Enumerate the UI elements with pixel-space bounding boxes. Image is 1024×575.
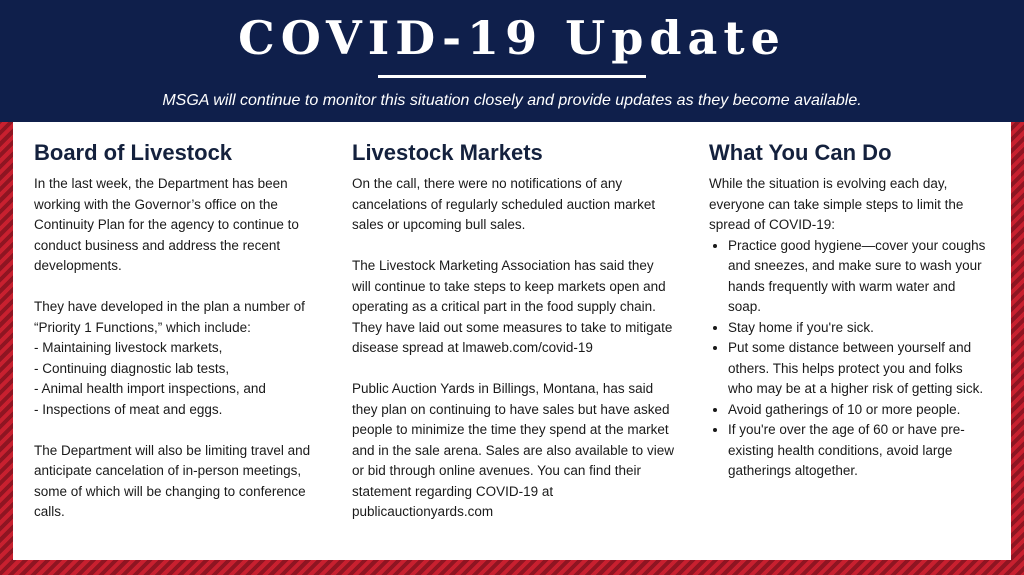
header-banner <box>0 0 1024 122</box>
markets-paragraph-1: On the call, there were no notifications of any cancelations of regularly scheduled auction market sales or upcoming bull sales. <box>352 176 656 232</box>
livestock-markets-column <box>352 138 674 523</box>
todo-intro: While the situation is evolving each day, everyone can take simple steps to limit the spread of COVID-19: <box>709 176 964 232</box>
page-title: COVID-19 Update <box>238 11 786 65</box>
list-item: • If you're over the age of 60 or have pre-existing health conditions, avoid large gatherings altogether. <box>728 420 991 482</box>
list-item: • Put some distance between yourself and others. This helps protect you and folks who may be at a higher risk of getting sick. <box>728 338 991 400</box>
board-list-item: - Animal health import inspections, and <box>34 381 266 396</box>
content-panel <box>13 122 1011 560</box>
markets-paragraph-2: The Livestock Marketing Association has said they will continue to take steps to keep markets open and operating as a critical part in the food supply chain. They have laid out some measures to take to mitigate disease spread at lmaweb.com/covid-19 <box>352 258 673 355</box>
page-subtitle: MSGA will continue to monitor this situation closely and provide updates as they become available. <box>162 92 862 109</box>
board-list-item: - Inspections of meat and eggs. <box>34 401 223 417</box>
board-paragraph-1: In the last week, the Department has been working with the Governor’s office on the Continuity Plan for the agency to continue to conduct business and address the recent developments. <box>34 176 299 273</box>
what-you-can-do-column <box>709 138 991 482</box>
board-paragraph-3: The Department will also be limiting travel and anticipate cancelation of in-person meetings, some of which will be changing to conference calls. <box>34 442 311 519</box>
board-of-livestock-column <box>34 138 334 523</box>
board-list-item: - Continuing diagnostic lab tests, <box>34 360 230 376</box>
markets-heading: Livestock Markets <box>352 140 543 165</box>
board-paragraph-2: They have developed in the plan a number of “Priority 1 Functions,” which include: <box>34 299 305 335</box>
list-item: • Avoid gatherings of 10 or more people. <box>728 400 991 421</box>
board-heading: Board of Livestock <box>34 140 233 165</box>
list-item: • Practice good hygiene—cover your coughs and sneezes, and make sure to wash your hands frequently with warm water and soap. <box>728 236 991 318</box>
todo-bullet-list <box>709 236 991 482</box>
title-underline <box>378 75 646 78</box>
todo-heading: What You Can Do <box>709 140 892 165</box>
markets-paragraph-3: Public Auction Yards in Billings, Montana, has said they plan on continuing to have sales but have asked people to minimize the time they spend at the market and in the sale arena. Sales are also available to view or bid through online avenues. You can find their statement regarding COVID-19 at publicauctionyards.com <box>352 381 674 519</box>
board-list-item: - Maintaining livestock markets, <box>34 340 223 355</box>
list-item: • Stay home if you're sick. <box>728 318 991 339</box>
